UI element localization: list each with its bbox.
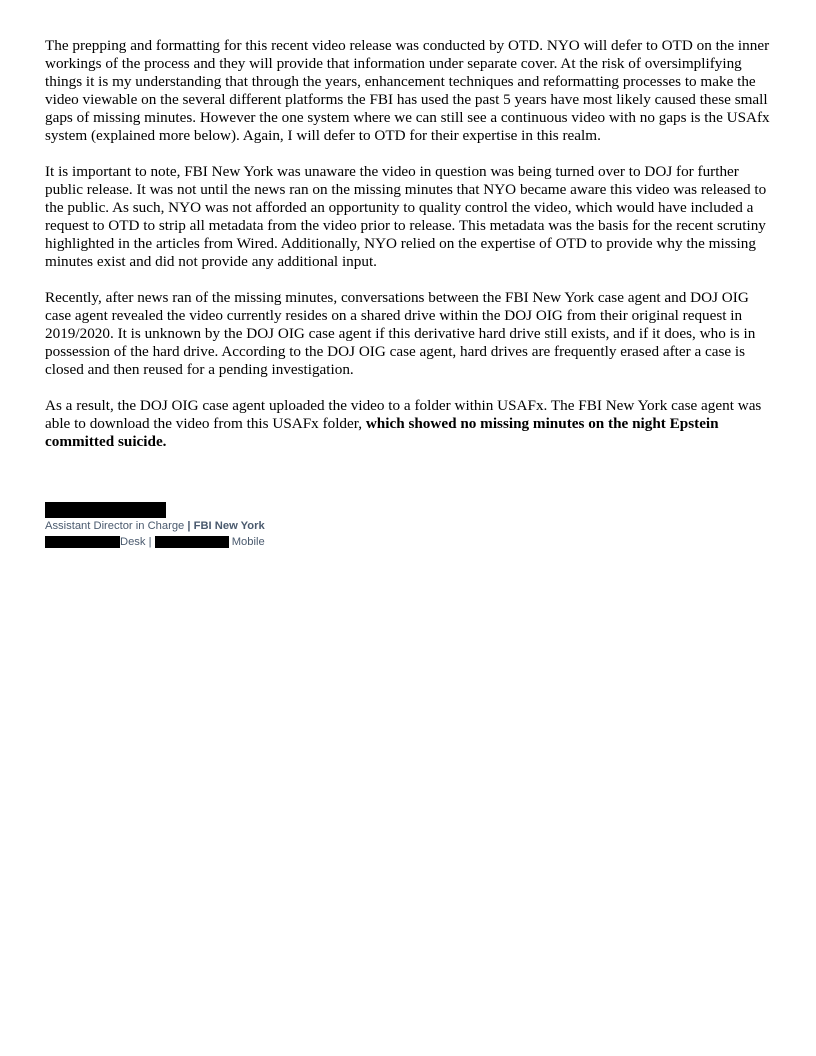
paragraph-text: Recently, after news ran of the missing minutes, conversations between the FBI New York case agent and DOJ OIG case agent revealed the video currently resides on a shared drive within the DOJ OIG from their original request in 2019/2020. It is unknown by the DOJ OIG case agent if this derivative hard drive still exists, and if it does, who is in possession of the hard drive. According to the DOJ OIG case agent, hard drives are frequently erased after a case is closed and then reused for a pending investigation. [45, 289, 756, 378]
paragraph-text: It is important to note, FBI New York was unaware the video in question was being turned over to DOJ for further public release. It was not until the news ran on the missing minutes that NYO became aware this video was released to the public. As such, NYO was not afforded an opportunity to quality control the video, which would have included a request to OTD to strip all metadata from the video prior to release. This metadata was the basis for the recent scrutiny highlighted in the articles from Wired. Additionally, NYO relied on the expertise of OTD to provide why the missing minutes exist and did not provide any additional input. [45, 163, 767, 270]
paragraph-doj-oig [45, 289, 775, 379]
signature-phone-line [45, 534, 265, 550]
redaction-mobile-phone [155, 536, 229, 548]
signature-office: FBI New York [193, 520, 265, 532]
paragraph-usafx [45, 397, 775, 451]
redaction-desk-phone [45, 536, 120, 548]
paragraph-bold-text: which showed no missing minutes on the night Epstein committed suicide. [45, 415, 719, 450]
signature-desk-label: Desk | [120, 536, 155, 548]
paragraph-nyo-unaware [45, 163, 775, 271]
document-body [45, 37, 775, 469]
signature-title-line [45, 518, 265, 534]
signature-block [45, 502, 265, 550]
signature-mobile-label: Mobile [228, 536, 265, 548]
paragraph-otd-process [45, 37, 775, 145]
redaction-name [45, 502, 166, 518]
paragraph-text: The prepping and formatting for this recent video release was conducted by OTD. NYO will defer to OTD on the inner workings of the process and they will provide that information under separate cover. At the risk of oversimplifying things it is my understanding that through the years, enhancement techniques and reformatting processes to make the video viewable on the several different platforms the FBI has used the past 5 years have most likely caused these small gaps of missing minutes. However the one system where we can still see a continuous video with no gaps is the USAfx system (explained more below). Again, I will defer to OTD for their expertise in this realm. [45, 37, 770, 144]
paragraph-text: As a result, the DOJ OIG case agent uploaded the video to a folder within USAFx. The FBI New York case agent was able to download the video from this USAFx folder, [45, 397, 762, 432]
signature-separator: | [184, 520, 194, 532]
signature-title: Assistant Director in Charge [45, 520, 185, 532]
